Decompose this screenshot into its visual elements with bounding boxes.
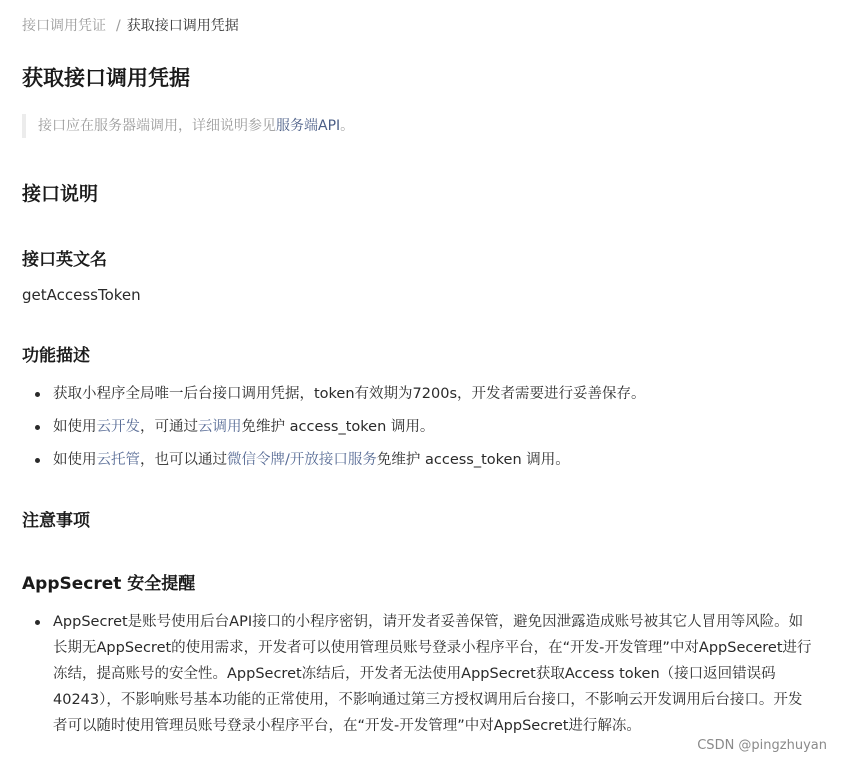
function-list [22,383,812,482]
list-item [22,383,812,405]
wechat-token-service-link[interactable]: 微信令牌/开放接口服务 [227,452,377,468]
item-text: 免维护 access_token 调用。 [241,419,435,435]
heading-notes: 注意事项 [22,511,90,531]
item-text: 如使用 [53,452,97,468]
section-interface-desc: 接口说明 [22,183,99,205]
cloud-dev-link[interactable]: 云开发 [96,419,140,435]
heading-function: 功能描述 [22,346,90,366]
heading-appsecret: AppSecret 安全提醒 [22,574,196,594]
list-item [22,416,812,438]
page-title: 获取接口调用凭据 [22,66,190,90]
list-item [22,449,812,471]
cloud-call-link[interactable]: 云调用 [198,419,242,435]
item-text: ，可通过 [140,419,198,435]
list-item [22,609,813,739]
function-item-text: 获取小程序全局唯一后台接口调用凭据，token有效期为7200s，开发者需要进行妥善保存。 [53,386,646,402]
server-side-note [22,114,354,138]
breadcrumb-current: 获取接口调用凭据 [126,18,239,34]
note-prefix: 接口应在服务器端调用，详细说明参见 [38,118,276,134]
item-text: 如使用 [53,419,97,435]
item-text: 免维护 access_token 调用。 [376,452,570,468]
appsecret-text: AppSecret是账号使用后台API接口的小程序密钥，请开发者妥善保管，避免因泄露造成账号被其它人冒用等风险。如长期无AppSecret的使用需求，开发者可以使用管理员账号登录小程序平台，在“开发-开发管理”中对AppSeceret进行冻结，提高账号的安全性。AppSecret冻结后，开发者无法使用AppSecret获取Access token（接口返回错误码40243），不影响账号基本功能的正常使用，不影响通过第三方授权调用后台接口，不影响云开发调用后台接口。开发者可以随时使用管理员账号登录小程序平台，在“开发-开发管理”中对AppSecret进行解冻。 [53,614,812,734]
english-name-value: getAccessToken [22,286,141,304]
note-suffix: 。 [340,118,355,134]
breadcrumb-separator: / [116,18,121,34]
watermark: CSDN @pingzhuyan [697,738,827,753]
item-text: ，也可以通过 [140,452,227,468]
appsecret-list [22,609,812,739]
cloud-hosting-link[interactable]: 云托管 [96,452,140,468]
server-api-link[interactable]: 服务端API [276,118,341,134]
breadcrumb-parent-link[interactable]: 接口调用凭证 [22,18,106,34]
heading-english-name: 接口英文名 [22,250,107,270]
breadcrumb [22,16,239,36]
